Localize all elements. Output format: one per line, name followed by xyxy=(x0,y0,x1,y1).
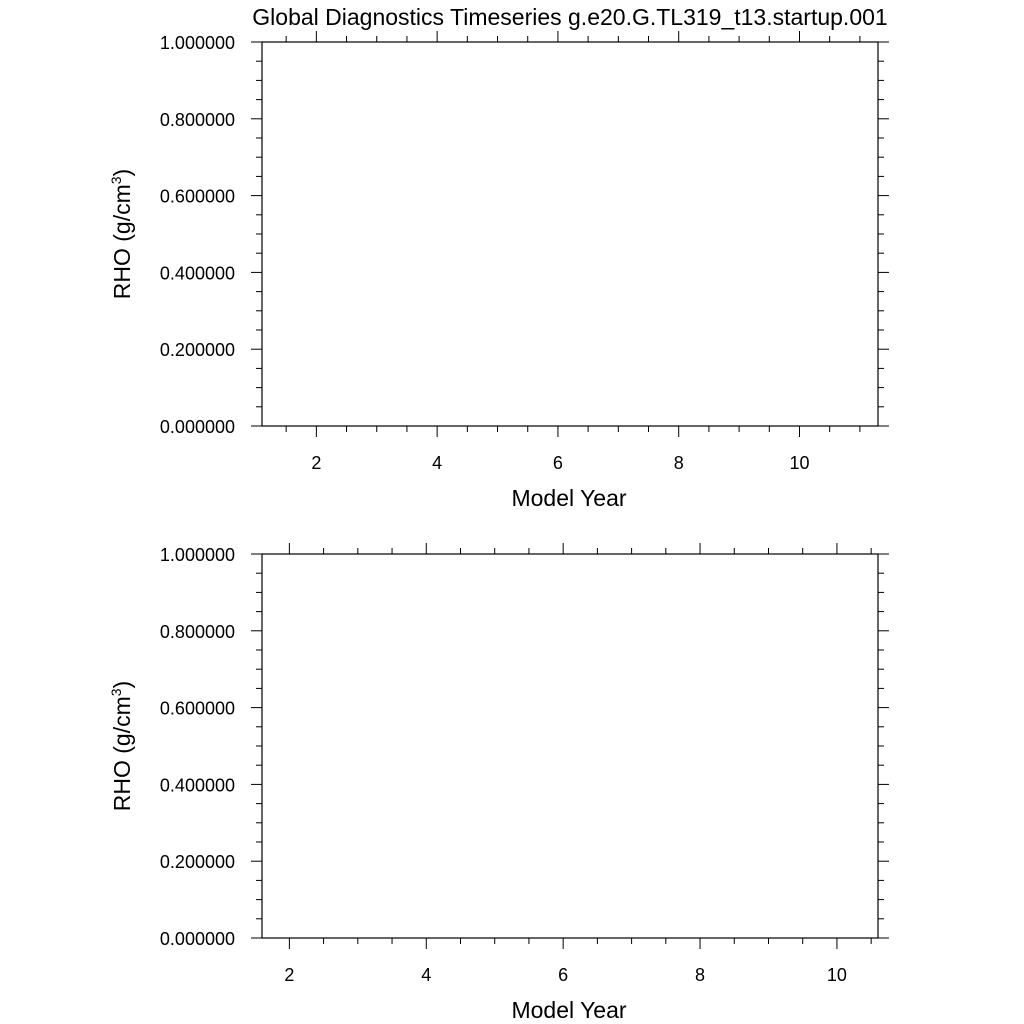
plot-frame xyxy=(262,554,878,938)
x-tick-label: 6 xyxy=(558,965,569,985)
y-tick-label: 0.600000 xyxy=(159,186,235,207)
y-axis-title xyxy=(108,169,135,299)
y-tick-label: 0.400000 xyxy=(159,775,235,796)
plot-frame xyxy=(262,42,878,426)
y-axis-title-main: RHO (g/cm xyxy=(109,184,135,300)
y-axis-title-suffix: ) xyxy=(109,680,135,689)
y-tick-label: 0.000000 xyxy=(159,929,235,949)
y-tick-label: 0.200000 xyxy=(159,852,235,873)
x-tick-label: 10 xyxy=(826,965,847,985)
chart-title: Global Diagnostics Timeseries g.e20.G.TL319_t13.startup.001 xyxy=(252,4,888,30)
x-tick-label: 8 xyxy=(695,965,706,985)
x-tick-label: 10 xyxy=(789,453,810,473)
x-tick-label: 6 xyxy=(552,453,563,473)
plot-panel-2 xyxy=(108,543,889,1023)
y-axis-title xyxy=(108,681,135,811)
y-axis-title-main: RHO (g/cm xyxy=(109,696,135,812)
y-tick-label: 1.000000 xyxy=(159,545,235,565)
x-axis-title: Model Year xyxy=(511,997,627,1023)
y-tick-label: 0.800000 xyxy=(159,621,235,642)
y-tick-label: 1.000000 xyxy=(159,33,235,53)
plot-panel-1 xyxy=(108,31,889,511)
x-tick-label: 2 xyxy=(284,965,295,985)
y-tick-label: 0.600000 xyxy=(159,698,235,719)
y-tick-label: 0.200000 xyxy=(159,340,235,361)
y-axis-title-suffix: ) xyxy=(109,168,135,177)
x-tick-label: 8 xyxy=(673,453,684,473)
y-axis-title-superscript: 3 xyxy=(108,176,124,185)
x-tick-label: 4 xyxy=(432,453,443,473)
x-tick-label: 4 xyxy=(421,965,432,985)
y-tick-label: 0.000000 xyxy=(159,417,235,437)
x-axis-title: Model Year xyxy=(511,485,627,511)
y-axis-title-superscript: 3 xyxy=(108,688,124,697)
x-tick-label: 2 xyxy=(311,453,322,473)
y-tick-label: 0.400000 xyxy=(159,263,235,284)
y-tick-label: 0.800000 xyxy=(159,109,235,130)
